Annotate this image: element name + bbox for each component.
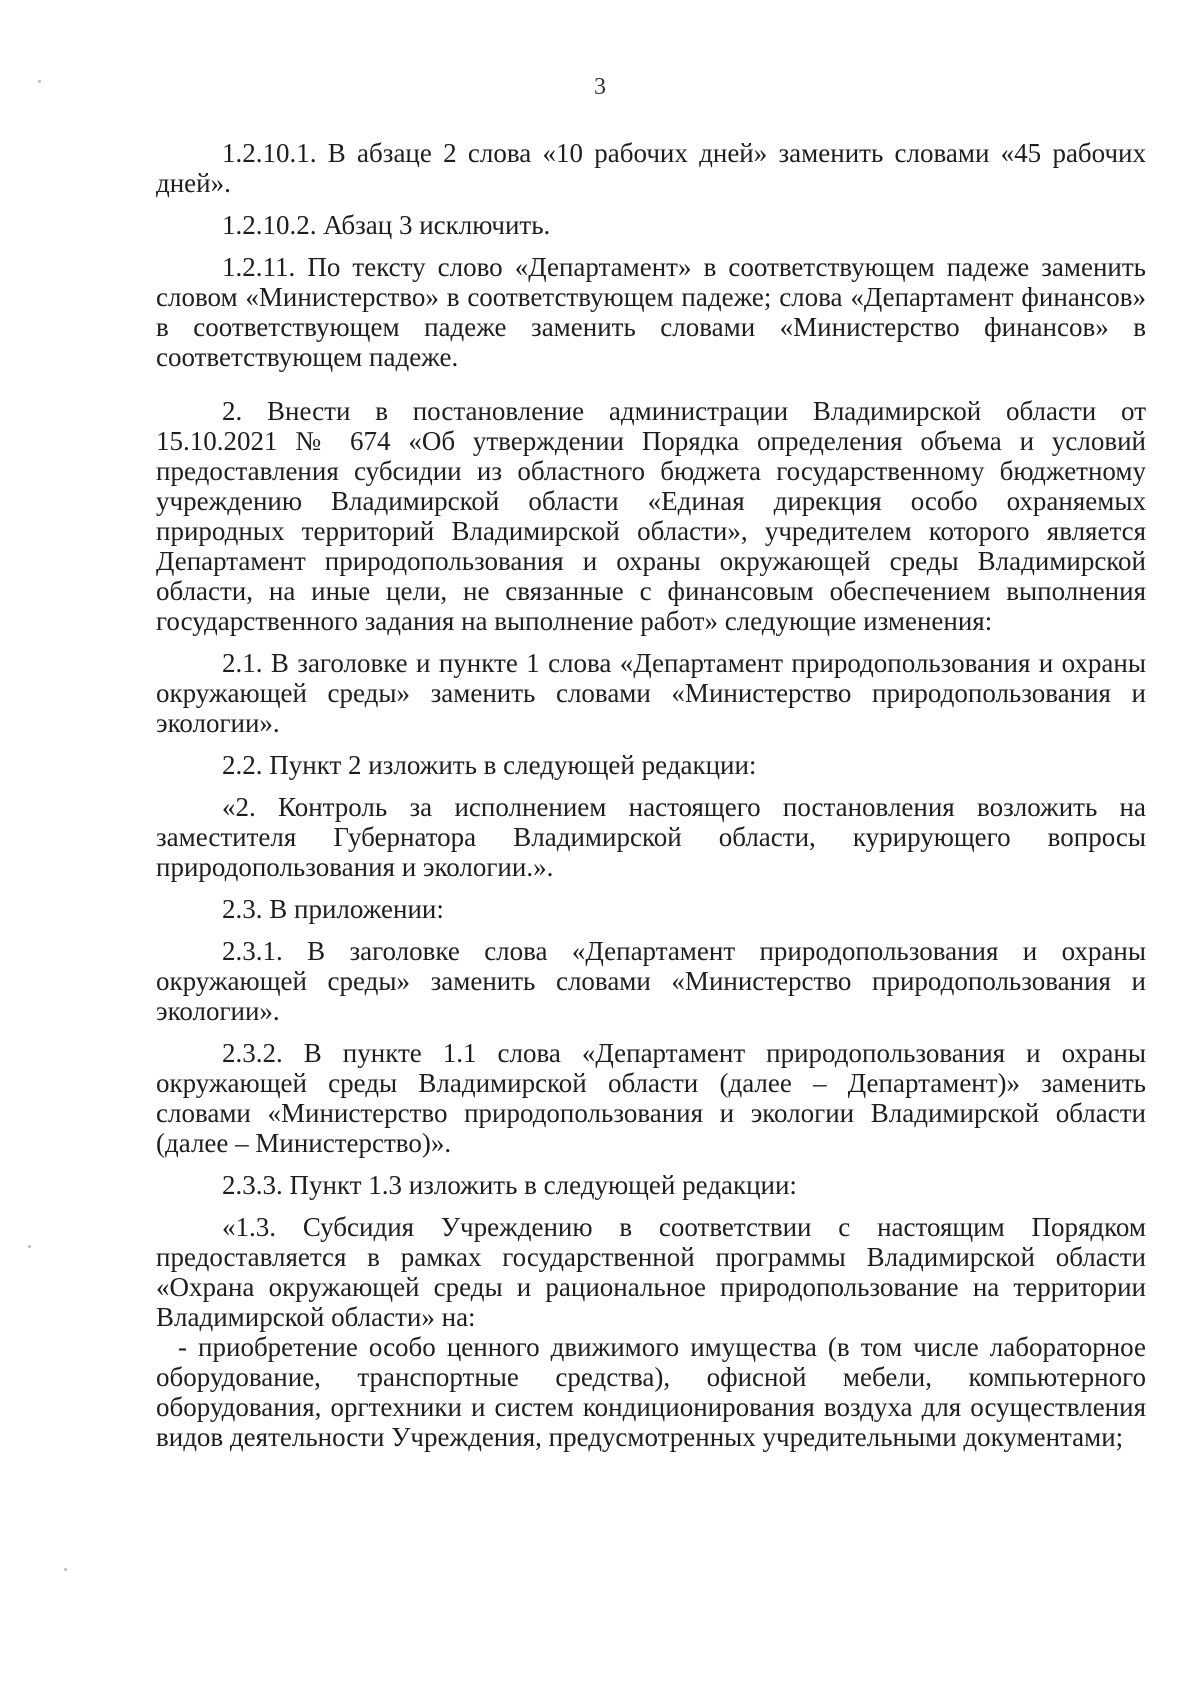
scan-speck	[64, 1568, 67, 1571]
paragraph-2-2: 2.2. Пункт 2 изложить в следующей редакции:	[222, 750, 757, 780]
paragraph-1-3-quote: «1.3. Субсидия Учреждению в соответствии с настоящим Порядком предоставляется в рамках государственной программы Владимирской области «Охрана окружающей среды и рациональное природопользование на территории Владимирской области» на:	[156, 1212, 1146, 1332]
paragraph-1-2-10-2: 1.2.10.2. Абзац 3 исключить.	[222, 210, 551, 240]
paragraph-list-item: - приобретение особо ценного движимого имущества (в том числе лабораторное оборудование, транспортные средства), офисной мебели, компьютерного оборудования, оргтехники и систем кондиционирования воздуха для осуществления видов деятельности Учреждения, предусмотренных учредительными документами;	[156, 1332, 1146, 1452]
paragraph-2: 2. Внести в постановление администрации Владимирской области от 15.10.2021 № 674 «Об утверждении Порядка определения объема и условий предоставления субсидии из областного бюджета государственному бюджетному учреждению Владимирской области «Единая дирекция особо охраняемых природных территорий Владимирской области», учредителем которого является Департамент природопользования и охраны окружающей среды Владимирской области, на иные цели, не связанные с финансовым обеспечением выполнения государственного задания на выполнение работ» следующие изменения:	[156, 396, 1146, 636]
paragraph-2-3-2: 2.3.2. В пункте 1.1 слова «Департамент природопользования и охраны окружающей среды Владимирской области (далее – Департамент)» заменить словами «Министерство природопользования и экологии Владимирской области (далее – Министерство)».	[156, 1038, 1146, 1158]
paragraph-2-3-3: 2.3.3. Пункт 1.3 изложить в следующей редакции:	[222, 1170, 797, 1200]
page-number: 3	[594, 74, 606, 100]
scan-speck	[28, 1245, 31, 1248]
paragraph-2-2-quote: «2. Контроль за исполнением настоящего постановления возложить на заместителя Губернатора Владимирской области, курирующего вопросы природопользования и экологии.».	[156, 792, 1146, 882]
scan-speck	[38, 80, 41, 83]
paragraph-2-1: 2.1. В заголовке и пункте 1 слова «Департамент природопользования и охраны окружающей среды» заменить словами «Министерство природопользования и экологии».	[156, 648, 1146, 738]
paragraph-2-3: 2.3. В приложении:	[222, 894, 444, 924]
document-body	[156, 138, 1146, 1464]
paragraph-1-2-11: 1.2.11. По тексту слово «Департамент» в соответствующем падеже заменить словом «Министерство» в соответствующем падеже; слова «Департамент финансов» в соответствующем падеже заменить словами «Министерство финансов» в соответствующем падеже.	[156, 252, 1146, 372]
paragraph-1-2-10-1: 1.2.10.1. В абзаце 2 слова «10 рабочих дней» заменить словами «45 рабочих дней».	[156, 138, 1146, 198]
paragraph-2-3-1: 2.3.1. В заголовке слова «Департамент природопользования и охраны окружающей среды» заменить словами «Министерство природопользования и экологии».	[156, 936, 1146, 1026]
